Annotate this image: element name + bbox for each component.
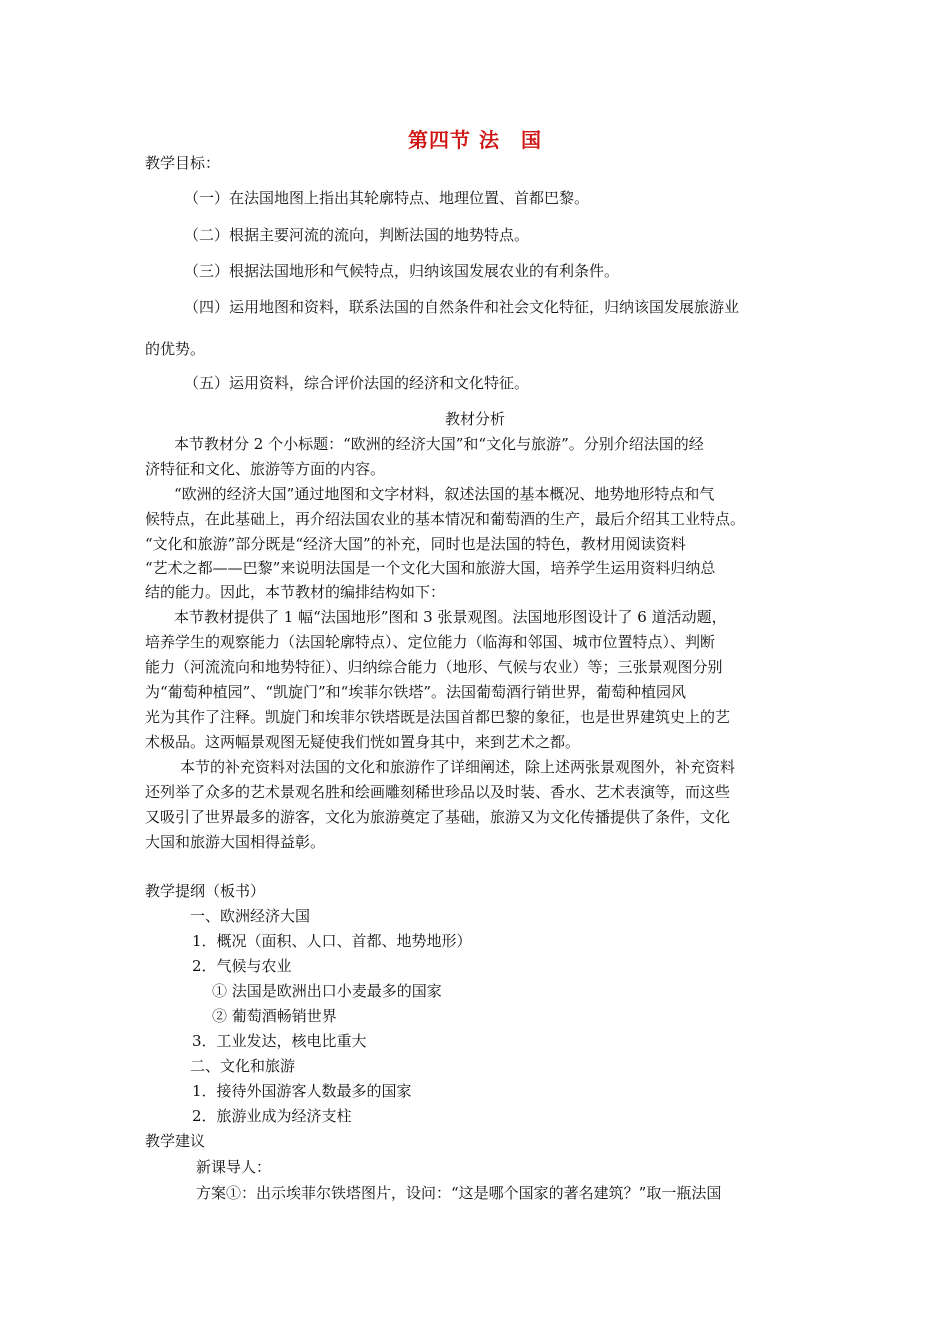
outline-item: 1．接待外国游客人数最多的国家 <box>192 1082 412 1100</box>
outline-item: 二、文化和旅游 <box>190 1057 296 1075</box>
analysis-heading: 教材分析 <box>444 410 505 428</box>
goal-item: （一）在法国地图上指出其轮廓特点、地理位置、首都巴黎。 <box>184 189 590 207</box>
goal-item: （二）根据主要河流的流向，判断法国的地势特点。 <box>184 226 530 244</box>
analysis-line: 候特点，在此基础上，再介绍法国农业的基本情况和葡萄酒的生产，最后介绍其工业特点。 <box>145 510 746 528</box>
outline-heading: 教学提纲（板书） <box>145 882 266 900</box>
analysis-line: 又吸引了世界最多的游客，文化为旅游奠定了基础，旅游又为文化传播提供了条件，文化 <box>145 808 731 826</box>
analysis-line: 本节的补充资料对法国的文化和旅游作了详细阐述，除上述两张景观图外，补充资料 <box>180 758 736 776</box>
analysis-line: 光为其作了注释。凯旋门和埃菲尔铁塔既是法国首都巴黎的象征，也是世界建筑史上的艺 <box>145 708 731 726</box>
page-title: 第四节 法 国 <box>408 128 542 152</box>
analysis-line: 济特征和文化、旅游等方面的内容。 <box>145 460 386 478</box>
goal-item-continuation: 的优势。 <box>145 340 206 358</box>
outline-item: ① 法国是欧洲出口小麦最多的国家 <box>212 982 442 1000</box>
analysis-line: 结的能力。因此，本节教材的编排结构如下： <box>145 583 446 601</box>
analysis-line: 本节教材分 2 个小标题：“欧洲的经济大国”和“文化与旅游”。分别介绍法国的经 <box>174 435 704 453</box>
goal-item: （五）运用资料，综合评价法国的经济和文化特征。 <box>184 374 530 392</box>
suggest-heading: 教学建议 <box>145 1132 206 1150</box>
outline-item: 2．旅游业成为经济支柱 <box>192 1107 352 1125</box>
goals-heading: 教学目标： <box>145 154 221 172</box>
analysis-line: “欧洲的经济大国”通过地图和文字材料，叙述法国的基本概况、地势地形特点和气 <box>174 485 715 503</box>
analysis-line: 本节教材提供了 1 幅“法国地形”图和 3 张景观图。法国地形图设计了 6 道活动题， <box>174 608 727 626</box>
outline-item: ② 葡萄酒畅销世界 <box>212 1007 337 1025</box>
analysis-line: 术极品。这两幅景观图无疑使我们恍如置身其中，来到艺术之都。 <box>145 733 581 751</box>
analysis-line: 能力（河流流向和地势特征）、归纳综合能力（地形、气候与农业）等；三张景观图分别 <box>145 658 723 676</box>
analysis-line: 为“葡萄种植园”、“凯旋门”和“埃菲尔铁塔”。法国葡萄酒行销世界，葡萄种植园风 <box>145 683 687 701</box>
suggest-line: 新课导人： <box>196 1158 272 1176</box>
outline-item: 2．气候与农业 <box>192 957 292 975</box>
outline-item: 1．概况（面积、人口、首都、地势地形） <box>192 932 472 950</box>
analysis-line: 还列举了众多的艺术景观名胜和绘画雕刻稀世珍品以及时装、香水、艺术表演等，而这些 <box>145 783 731 801</box>
analysis-line: “文化和旅游”部分既是“经济大国”的补充，同时也是法国的特色，教材用阅读资料 <box>145 535 686 553</box>
goal-item: （四）运用地图和资料，联系法国的自然条件和社会文化特征，归纳该国发展旅游业 <box>184 298 740 316</box>
goal-item: （三）根据法国地形和气候特点，归纳该国发展农业的有利条件。 <box>184 262 620 280</box>
analysis-line: “艺术之都——巴黎”来说明法国是一个文化大国和旅游大国，培养学生运用资料归纳总 <box>145 559 716 577</box>
outline-item: 3．工业发达，核电比重大 <box>192 1032 367 1050</box>
analysis-line: 培养学生的观察能力（法国轮廓特点）、定位能力（临海和邻国、城市位置特点）、判断 <box>145 633 716 651</box>
outline-item: 一、欧洲经济大国 <box>190 907 311 925</box>
suggest-line: 方案①：出示埃菲尔铁塔图片，设问：“这是哪个国家的著名建筑？”取一瓶法国 <box>196 1184 722 1202</box>
analysis-line: 大国和旅游大国相得益彰。 <box>145 833 326 851</box>
